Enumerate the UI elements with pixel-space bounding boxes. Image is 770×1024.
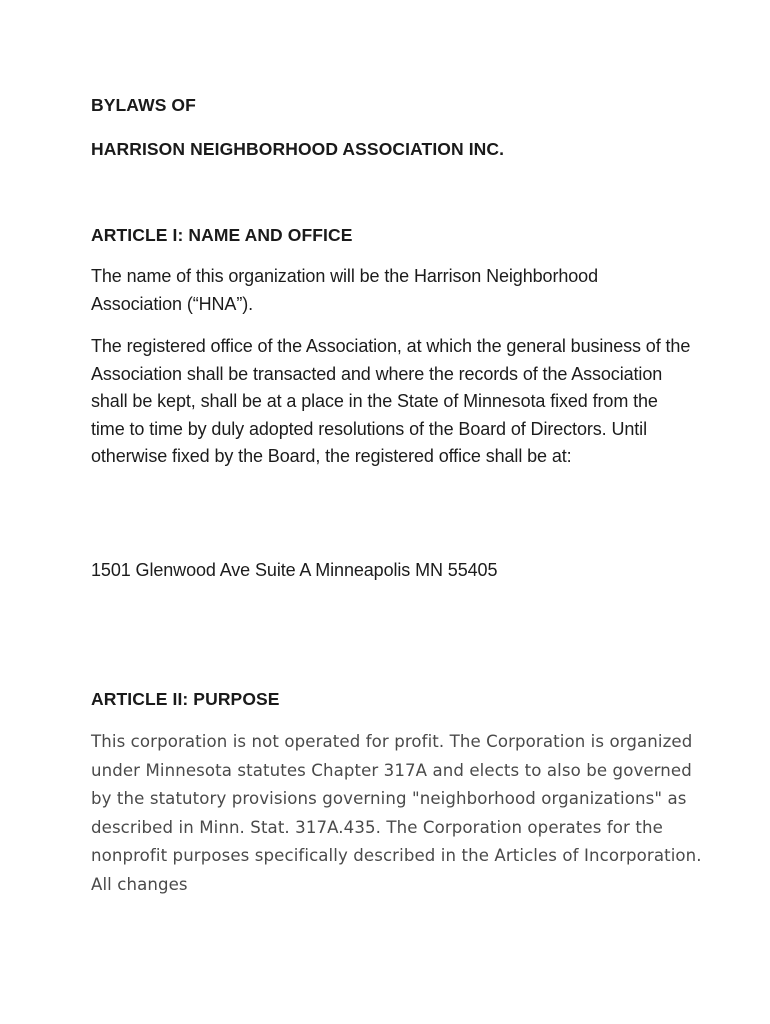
article-1-heading: ARTICLE I: NAME AND OFFICE [91,225,353,245]
article-1-paragraph-2: The registered office of the Association, at which the general business of the Association shall be transacted and where the records of the Association shall be kept, shall be at a place in the State of Minnesota fixed from the time to time by duly adopted resolutions of the Board of Directors. Until otherwise fixed by the Board, the registered office shall be at: [91,336,691,466]
document-title-line-1: BYLAWS OF [91,95,196,115]
document-title-line-2: HARRISON NEIGHBORHOOD ASSOCIATION INC. [91,139,505,159]
registered-office-address: 1501 Glenwood Ave Suite A Minneapolis MN 55405 [91,560,498,580]
article-2-paragraph-1: This corporation is not operated for profit. The Corporation is organized under Minnesota statutes Chapter 317A and elects to also be governed by the statutory provisions governing "neighborhood organizations" as described in Minn. Stat. 317A.435. The Corporation operates for the nonprofit purposes specifically described in the Articles of Incorporation. All changes [91,732,702,894]
article-1-paragraph-1: The name of this organization will be the Harrison Neighborhood Association (“HNA”). [91,266,598,314]
article-2-heading: ARTICLE II: PURPOSE [91,689,280,709]
